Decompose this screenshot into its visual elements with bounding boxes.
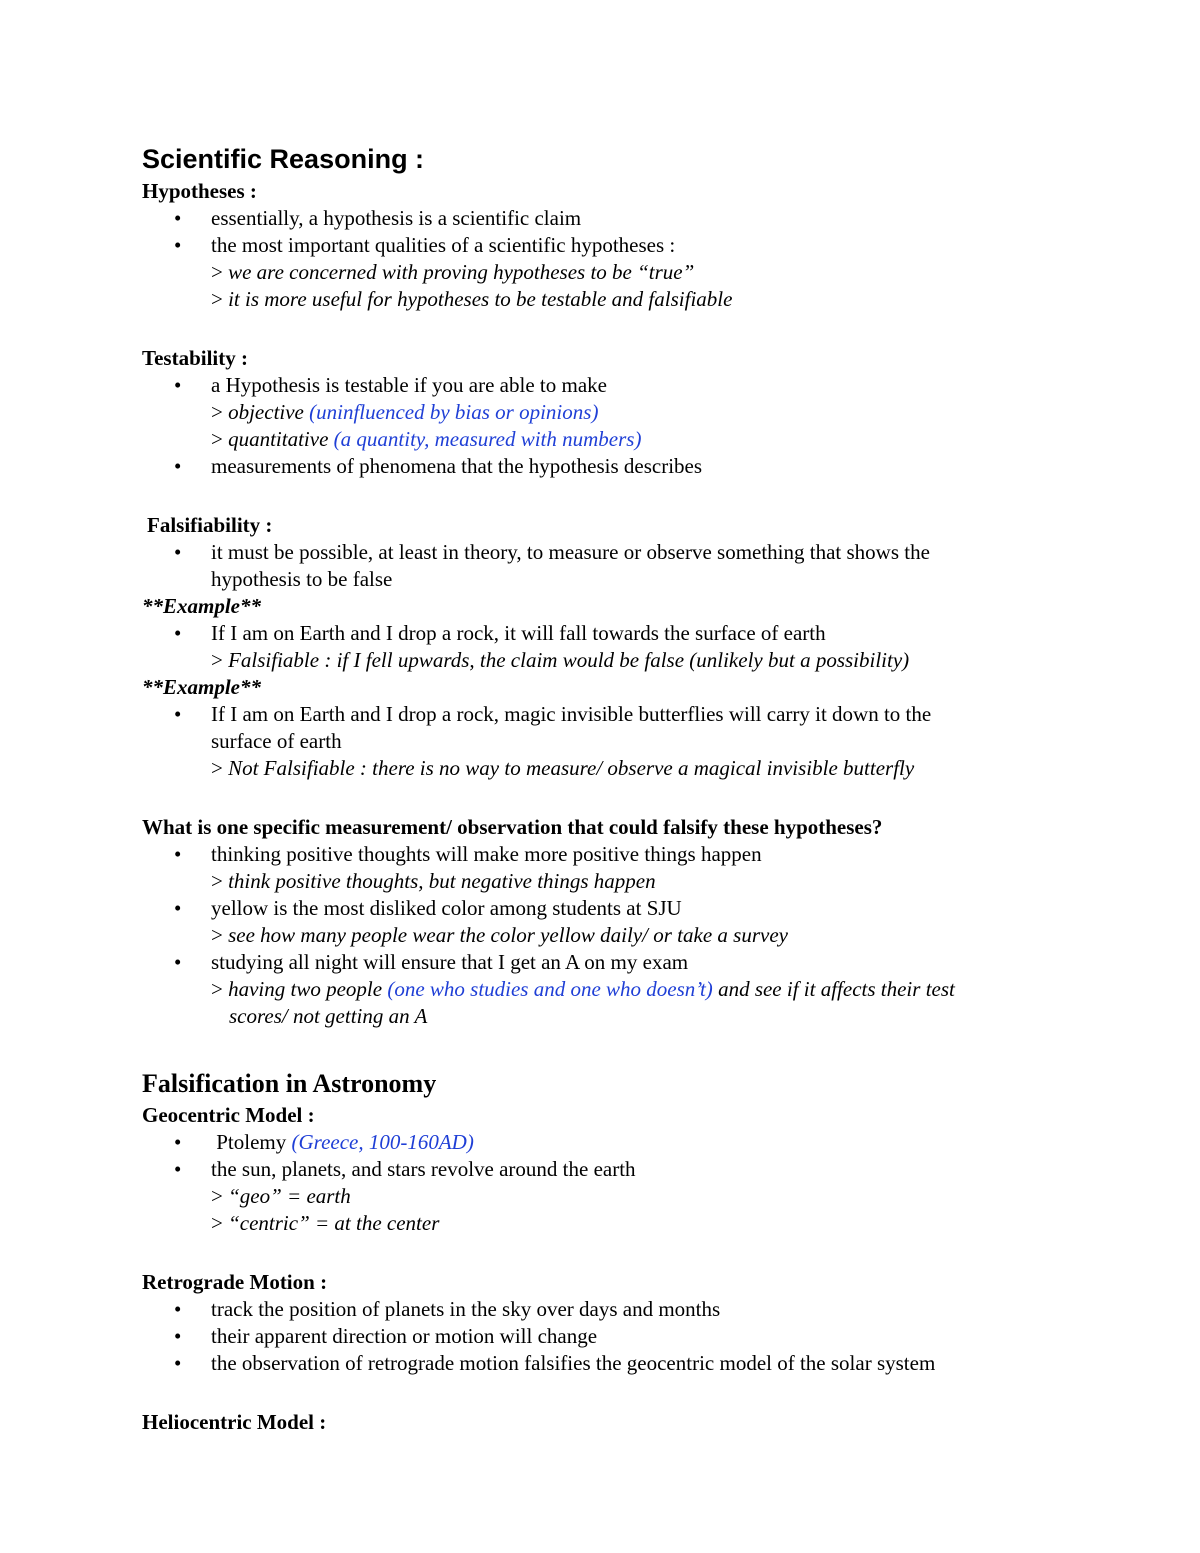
annotation-note: (Greece, 100-160AD) bbox=[291, 1130, 474, 1154]
arrow-icon: > bbox=[211, 648, 223, 672]
annotation-note: (a quantity, measured with numbers) bbox=[333, 427, 642, 451]
list-item: • measurements of phenomena that the hypothesis describes bbox=[174, 454, 703, 478]
sub-point: > quantitative (a quantity, measured with numbers) bbox=[211, 427, 642, 451]
arrow-icon: > bbox=[211, 977, 223, 1001]
example-list-2 bbox=[142, 701, 1082, 755]
bullet-icon: • bbox=[174, 842, 182, 866]
arrow-icon: > bbox=[211, 287, 223, 311]
sub-point: > Not Falsifiable : there is no way to measure/ observe a magical invisible butterfly bbox=[211, 756, 915, 780]
testability-list-2 bbox=[142, 453, 1082, 480]
example-label: **Example** bbox=[142, 675, 261, 699]
bullet-icon: • bbox=[174, 540, 182, 564]
bullet-icon: • bbox=[174, 621, 182, 645]
page-title: Scientific Reasoning : bbox=[142, 144, 425, 174]
arrow-icon: > bbox=[211, 260, 223, 284]
question-list-2 bbox=[142, 895, 1082, 922]
bullet-icon: • bbox=[174, 233, 182, 257]
arrow-icon: > bbox=[211, 427, 223, 451]
bullet-icon: • bbox=[174, 1324, 182, 1348]
bullet-icon: • bbox=[174, 454, 182, 478]
annotation-note: (one who studies and one who doesn’t) bbox=[387, 977, 713, 1001]
sub-point: > “centric” = at the center bbox=[211, 1211, 440, 1235]
list-item: • track the position of planets in the sky over days and months bbox=[174, 1297, 721, 1321]
list-item: • the sun, planets, and stars revolve around the earth bbox=[174, 1157, 636, 1181]
bullet-icon: • bbox=[174, 896, 182, 920]
list-item: • thinking positive thoughts will make more positive things happen bbox=[174, 842, 762, 866]
arrow-icon: > bbox=[211, 869, 223, 893]
list-item: • If I am on Earth and I drop a rock, it will fall towards the surface of earth bbox=[174, 621, 826, 645]
list-item: • essentially, a hypothesis is a scientific claim bbox=[174, 206, 582, 230]
geocentric-heading: Geocentric Model : bbox=[142, 1103, 315, 1127]
arrow-icon: > bbox=[211, 756, 223, 780]
bullet-icon: • bbox=[174, 1157, 182, 1181]
sub-point: > having two people (one who studies and one who doesn’t) and see if it affects their test bbox=[211, 977, 955, 1001]
arrow-icon: > bbox=[211, 923, 223, 947]
testability-heading: Testability : bbox=[142, 346, 248, 370]
arrow-icon: > bbox=[211, 1184, 223, 1208]
retrograde-list bbox=[142, 1296, 1082, 1377]
list-item: • the most important qualities of a scientific hypotheses : bbox=[174, 233, 676, 257]
hypotheses-heading: Hypotheses : bbox=[142, 179, 257, 203]
bullet-icon: • bbox=[174, 950, 182, 974]
heliocentric-heading: Heliocentric Model : bbox=[142, 1410, 327, 1434]
list-item: • the observation of retrograde motion falsifies the geocentric model of the solar system bbox=[174, 1351, 936, 1375]
bullet-icon: • bbox=[174, 206, 182, 230]
annotation-note: (uninfluenced by bias or opinions) bbox=[309, 400, 599, 424]
bullet-icon: • bbox=[174, 1130, 182, 1154]
falsifiability-heading: Falsifiability : bbox=[147, 513, 273, 537]
question-list bbox=[142, 841, 1082, 868]
document-page bbox=[142, 140, 1082, 1436]
bullet-icon: • bbox=[174, 1351, 182, 1375]
sub-point: > think positive thoughts, but negative things happen bbox=[211, 869, 656, 893]
question-heading: What is one specific measurement/ observation that could falsify these hypotheses? bbox=[142, 815, 883, 839]
question-list-3 bbox=[142, 949, 1082, 976]
example-label: **Example** bbox=[142, 594, 261, 618]
retrograde-heading: Retrograde Motion : bbox=[142, 1270, 328, 1294]
section-title: Falsification in Astronomy bbox=[142, 1069, 437, 1098]
example-list-1 bbox=[142, 620, 1082, 647]
bullet-icon: • bbox=[174, 702, 182, 726]
sub-point: > see how many people wear the color yellow daily/ or take a survey bbox=[211, 923, 788, 947]
list-item: • If I am on Earth and I drop a rock, magic invisible butterflies will carry it down to the surface of earth bbox=[174, 702, 932, 753]
arrow-icon: > bbox=[211, 400, 223, 424]
list-item: • a Hypothesis is testable if you are able to make bbox=[174, 373, 607, 397]
sub-point: > Falsifiable : if I fell upwards, the claim would be false (unlikely but a possibility) bbox=[211, 648, 910, 672]
list-item: • their apparent direction or motion will change bbox=[174, 1324, 598, 1348]
bullet-icon: • bbox=[174, 373, 182, 397]
arrow-icon: > bbox=[211, 1211, 223, 1235]
list-item: • Ptolemy (Greece, 100-160AD) bbox=[174, 1130, 474, 1154]
list-item: • studying all night will ensure that I get an A on my exam bbox=[174, 950, 689, 974]
list-item: • yellow is the most disliked color among students at SJU bbox=[174, 896, 682, 920]
geocentric-list bbox=[142, 1129, 1082, 1183]
sub-point: > objective (uninfluenced by bias or opinions) bbox=[211, 400, 599, 424]
falsifiability-list bbox=[142, 539, 1082, 593]
sub-point-continued: scores/ not getting an A bbox=[229, 1004, 428, 1028]
sub-point: > “geo” = earth bbox=[211, 1184, 351, 1208]
sub-point: > we are concerned with proving hypotheses to be “true” bbox=[211, 260, 695, 284]
sub-point: > it is more useful for hypotheses to be testable and falsifiable bbox=[211, 287, 733, 311]
list-item: • it must be possible, at least in theory, to measure or observe something that shows the hypothesis to be false bbox=[174, 540, 930, 591]
hypotheses-list bbox=[142, 205, 1082, 259]
bullet-icon: • bbox=[174, 1297, 182, 1321]
testability-list bbox=[142, 372, 1082, 399]
